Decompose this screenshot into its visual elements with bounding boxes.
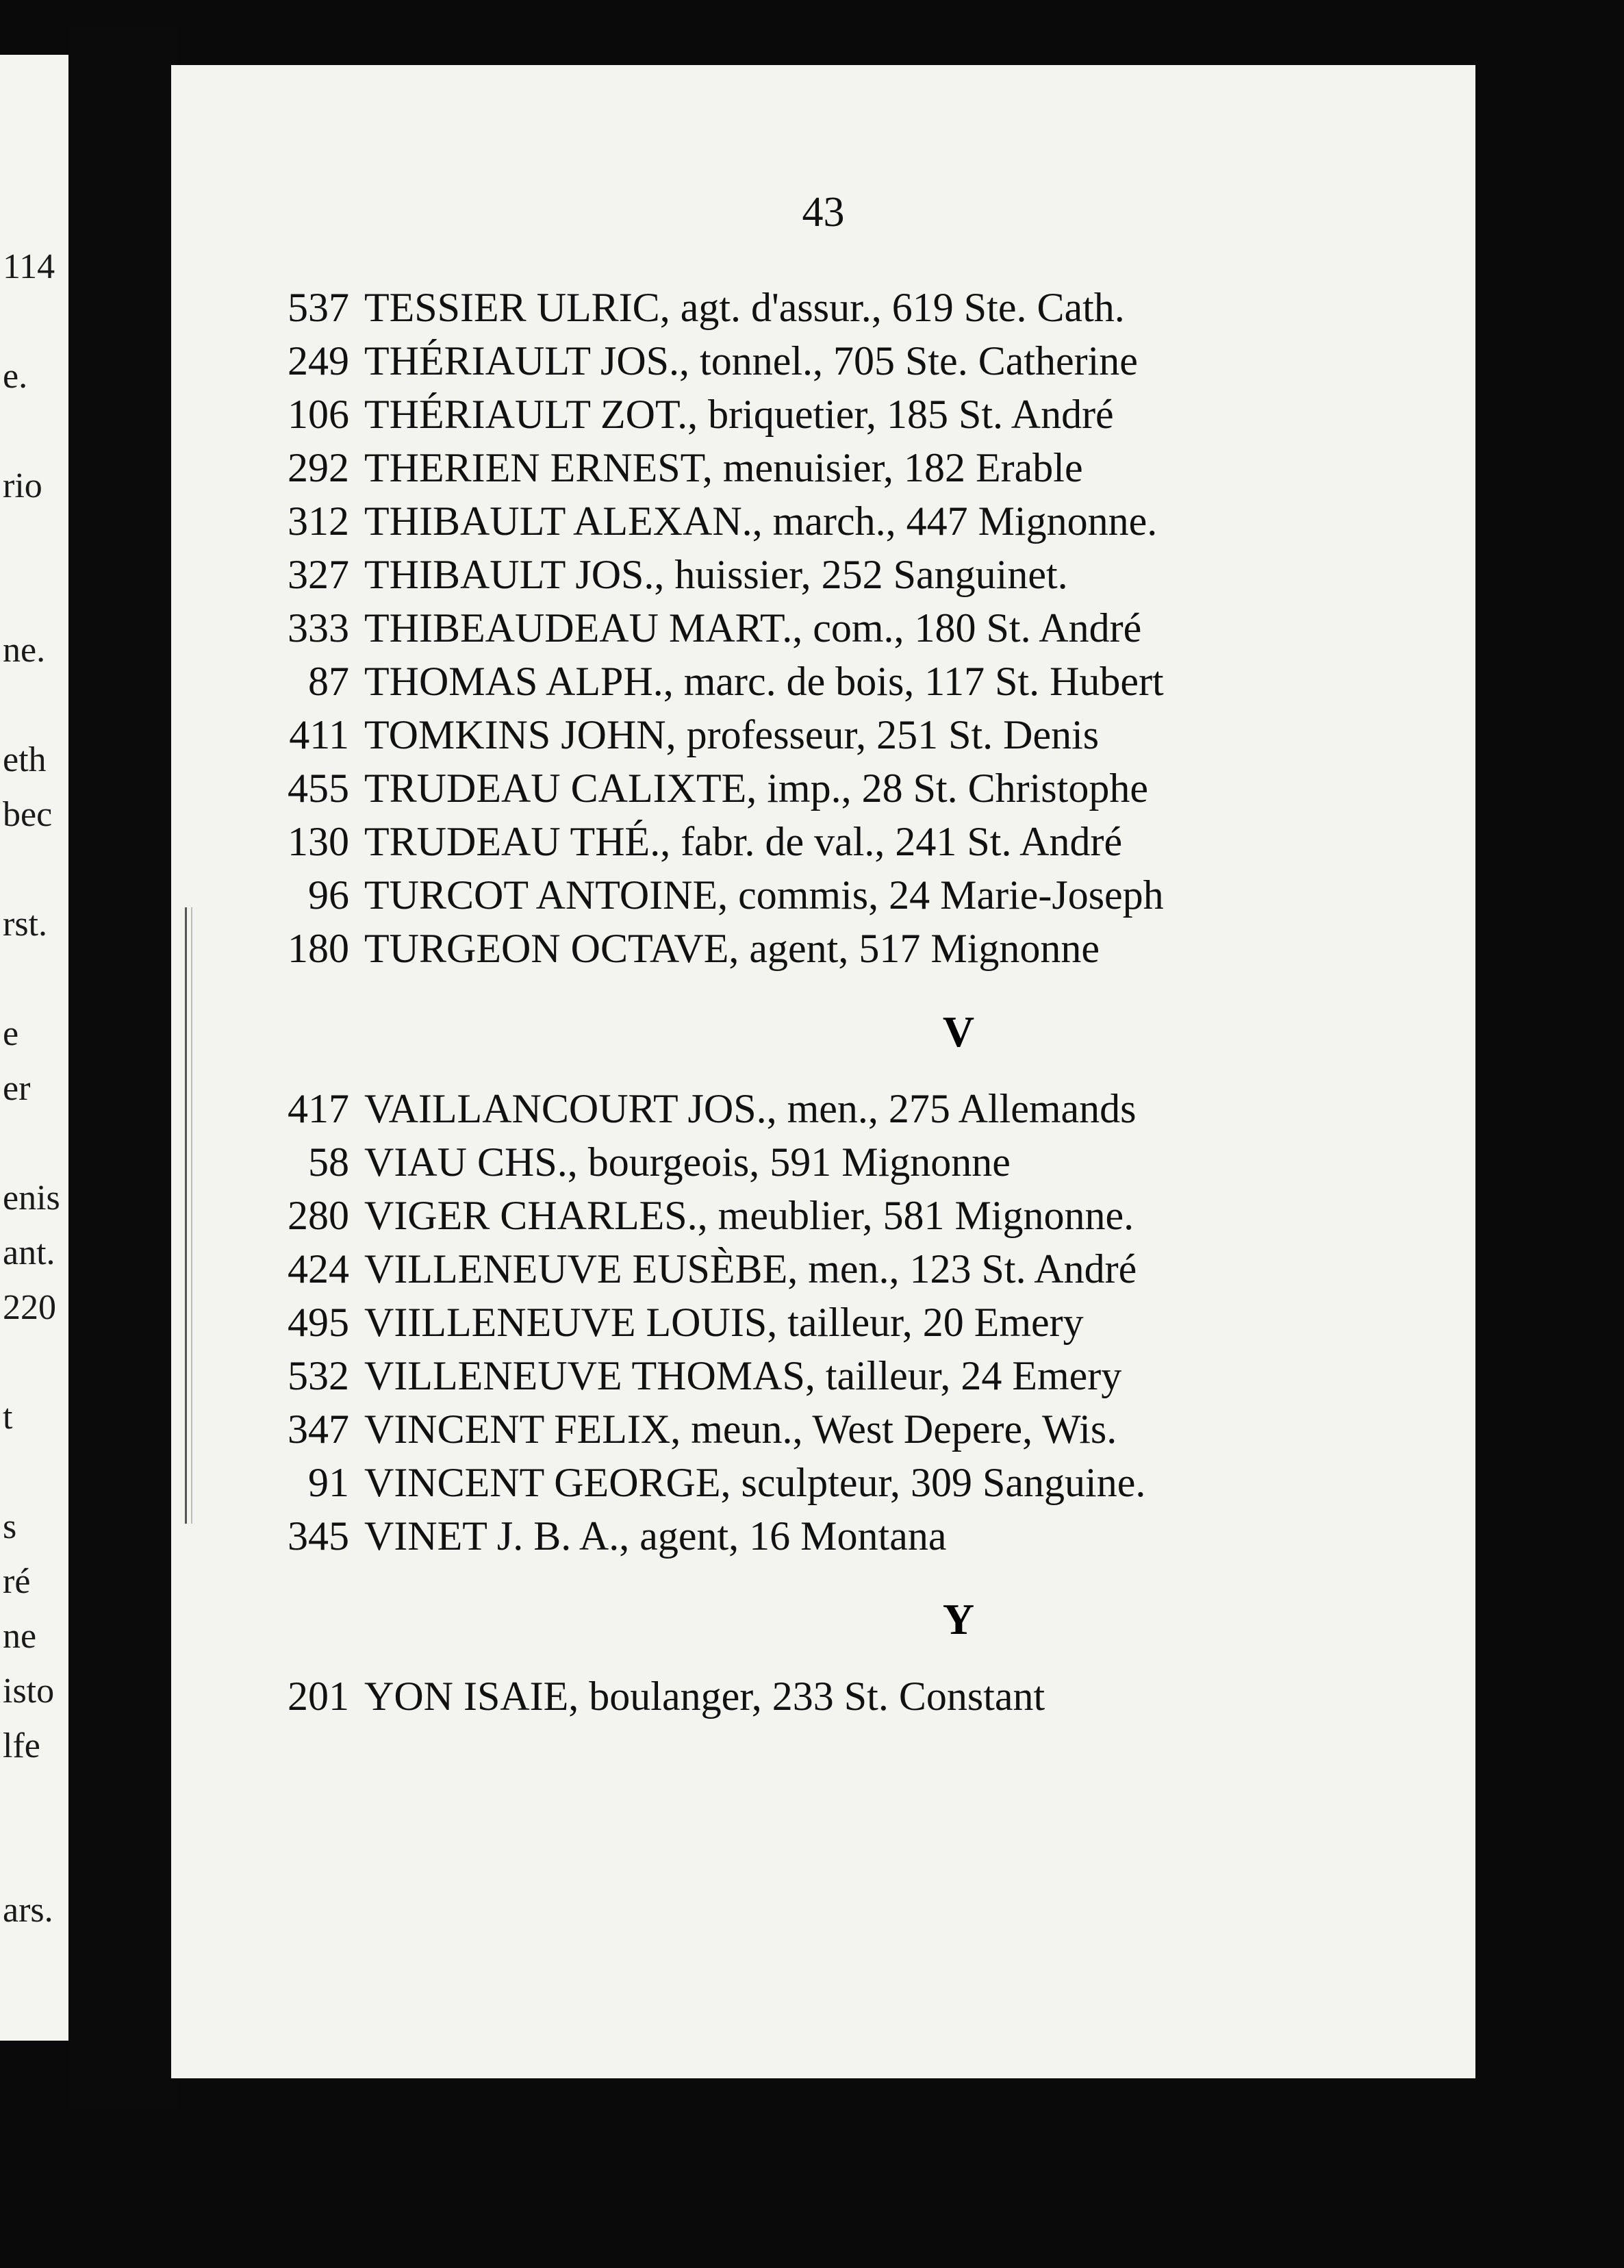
entry-number: 280 <box>288 1193 349 1238</box>
adjacent-page-fragment: ant. <box>3 1233 55 1272</box>
directory-entry <box>260 391 1438 444</box>
entry-number: 455 <box>288 766 349 811</box>
directory-entry <box>260 1085 1438 1139</box>
entry-text: VINET J. B. A., agent, 16 Montana <box>364 1513 947 1559</box>
entry-number: 333 <box>288 605 349 651</box>
entry-number: 347 <box>288 1407 349 1452</box>
entry-text: THOMAS ALPH., marc. de bois, 117 St. Hubert <box>364 659 1164 704</box>
entry-number: 249 <box>288 338 349 383</box>
directory-entry <box>260 765 1438 818</box>
section-letter-v: V <box>942 1007 975 1056</box>
entry-number: 91 <box>308 1460 349 1505</box>
directory-entry <box>260 1513 1438 1566</box>
adjacent-page-fragment: ne <box>3 1617 37 1656</box>
directory-entry <box>260 1139 1438 1192</box>
entry-text: TURGEON OCTAVE, agent, 517 Mignonne <box>364 926 1100 971</box>
directory-entry <box>260 1406 1438 1459</box>
entry-number: 345 <box>288 1513 349 1559</box>
entry-text: VIILLENEUVE LOUIS, tailleur, 20 Emery <box>364 1300 1084 1345</box>
adjacent-page-fragment: ré <box>3 1562 31 1601</box>
entry-number: 106 <box>288 392 349 437</box>
adjacent-page-sheet <box>0 55 68 2041</box>
entry-text: VINCENT GEORGE, sculpteur, 309 Sanguine. <box>364 1460 1146 1505</box>
directory-page <box>171 65 1475 2078</box>
entry-text: TRUDEAU CALIXTE, imp., 28 St. Christophe <box>364 766 1148 811</box>
adjacent-page-fragment: eth <box>3 740 47 779</box>
binding-thread <box>185 907 192 1524</box>
entry-number: 424 <box>288 1246 349 1292</box>
adjacent-page-fragment: rst. <box>3 905 47 944</box>
adjacent-page-fragment: enis <box>3 1179 60 1218</box>
entry-text: VINCENT FELIX, meun., West Depere, Wis. <box>364 1407 1117 1452</box>
directory-entry <box>260 338 1438 391</box>
directory-entry <box>260 284 1438 338</box>
entry-text: THIBAULT JOS., huissier, 252 Sanguinet. <box>364 552 1068 597</box>
directory-entry <box>260 711 1438 765</box>
entry-number: 532 <box>288 1353 349 1398</box>
directory-entries <box>260 284 1438 1726</box>
entry-number: 537 <box>288 285 349 330</box>
page-number: 43 <box>802 189 845 236</box>
directory-entry <box>260 1246 1438 1299</box>
directory-entry <box>260 498 1438 551</box>
entry-number: 130 <box>288 819 349 864</box>
entry-text: YON ISAIE, boulanger, 233 St. Constant <box>364 1674 1045 1719</box>
entry-text: THIBEAUDEAU MART., com., 180 St. André <box>364 605 1142 651</box>
adjacent-page-fragment: bec <box>3 795 53 834</box>
adjacent-page-edge <box>0 0 75 2268</box>
entry-number: 96 <box>308 872 349 918</box>
entry-number: 495 <box>288 1300 349 1345</box>
directory-entry <box>260 1459 1438 1513</box>
adjacent-page-fragment: e <box>3 1014 19 1053</box>
entry-number: 87 <box>308 659 349 704</box>
book-gutter <box>68 27 178 2109</box>
adjacent-page-fragment: isto <box>3 1672 55 1711</box>
entry-text: VIAU CHS., bourgeois, 591 Mignonne <box>364 1139 1011 1185</box>
entry-text: THERIEN ERNEST, menuisier, 182 Erable <box>364 445 1083 490</box>
adjacent-page-fragment: ne. <box>3 631 46 670</box>
directory-entry <box>260 551 1438 605</box>
entry-text: TURCOT ANTOINE, commis, 24 Marie-Joseph <box>364 872 1164 918</box>
directory-entry <box>260 1352 1438 1406</box>
entry-text: TESSIER ULRIC, agt. d'assur., 619 Ste. Cath. <box>364 285 1125 330</box>
adjacent-page-fragment: t <box>3 1398 13 1437</box>
adjacent-page-fragment: lfe <box>3 1726 40 1765</box>
entry-text: VIGER CHARLES., meublier, 581 Mignonne. <box>364 1193 1134 1238</box>
entry-number: 58 <box>308 1139 349 1185</box>
directory-entry <box>260 658 1438 711</box>
entry-text: TRUDEAU THÉ., fabr. de val., 241 St. André <box>364 819 1123 864</box>
entry-text: TOMKINS JOHN, professeur, 251 St. Denis <box>364 712 1100 757</box>
adjacent-page-fragment: 220 <box>3 1288 56 1327</box>
adjacent-page-fragment: er <box>3 1069 31 1108</box>
directory-entry <box>260 1192 1438 1246</box>
adjacent-page-fragment: e. <box>3 357 28 396</box>
adjacent-page-fragment: ars. <box>3 1891 53 1930</box>
entry-number: 312 <box>288 499 349 544</box>
entry-text: THÉRIAULT ZOT., briquetier, 185 St. André <box>364 392 1114 437</box>
entry-number: 180 <box>288 926 349 971</box>
entry-number: 417 <box>288 1086 349 1131</box>
directory-entry <box>260 925 1438 979</box>
directory-entry <box>260 1299 1438 1352</box>
entry-number: 411 <box>289 712 349 757</box>
directory-entry <box>260 1673 1438 1726</box>
adjacent-page-fragment: s <box>3 1507 17 1546</box>
entry-text: VAILLANCOURT JOS., men., 275 Allemands <box>364 1086 1137 1131</box>
adjacent-page-fragment: rio <box>3 466 42 505</box>
section-letter-y: Y <box>942 1595 975 1643</box>
entry-number: 201 <box>288 1674 349 1719</box>
entry-text: VILLENEUVE EUSÈBE, men., 123 St. André <box>364 1246 1137 1292</box>
directory-entry <box>260 818 1438 872</box>
directory-entry <box>260 605 1438 658</box>
entry-text: VILLENEUVE THOMAS, tailleur, 24 Emery <box>364 1353 1122 1398</box>
entry-number: 327 <box>288 552 349 597</box>
adjacent-page-fragment: 114 <box>3 247 55 286</box>
entry-number: 292 <box>288 445 349 490</box>
directory-entry <box>260 872 1438 925</box>
directory-entry <box>260 444 1438 498</box>
entry-text: THIBAULT ALEXAN., march., 447 Mignonne. <box>364 499 1158 544</box>
entry-text: THÉRIAULT JOS., tonnel., 705 Ste. Catherine <box>364 338 1138 383</box>
